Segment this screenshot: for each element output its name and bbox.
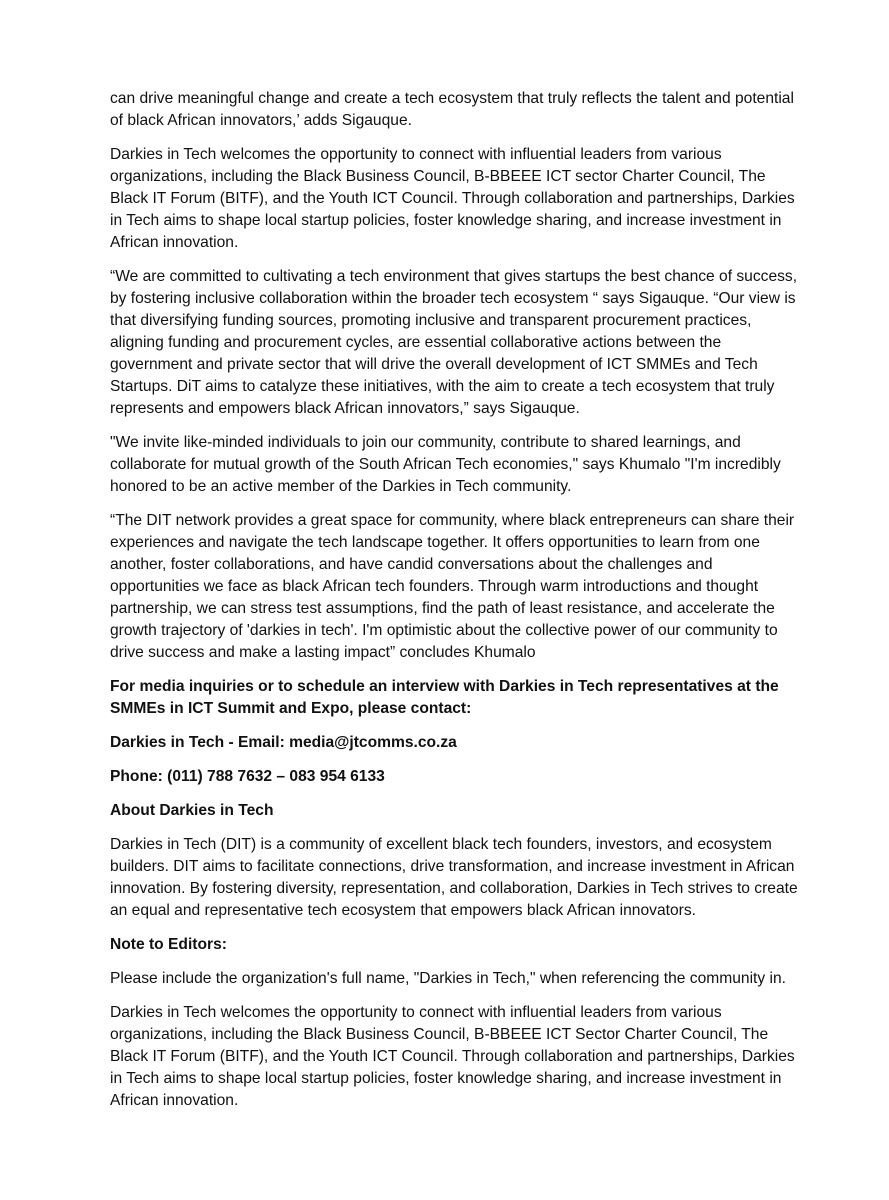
paragraph-sigauque-closing: can drive meaningful change and create a tech ecosystem that truly reflects the talent and potential of black African innovators,’ adds Sigauque. <box>110 90 794 129</box>
paragraph-leaders-connection-repeat: Darkies in Tech welcomes the opportunity to connect with influential leaders from various organizations, including the Black Business Council, B-BBEEE ICT Sector Charter Council, The Black IT Forum (BITF), and the Youth ICT Council. Through collaboration and partnerships, Darkies in Tech aims to shape local startup policies, foster knowledge sharing, and increase investment in African innovation. <box>110 1004 795 1109</box>
paragraph-note: Please include the organization's full name, "Darkies in Tech," when referencing the community in. <box>110 970 786 987</box>
media-inquiries-heading: For media inquiries or to schedule an interview with Darkies in Tech representatives at the SMMEs in ICT Summit and Expo, please contact: <box>110 678 779 717</box>
paragraph-about: Darkies in Tech (DIT) is a community of excellent black tech founders, investors, and ecosystem builders. DIT aims to facilitate connections, drive transformation, and increase investment in African innovation. By fostering diversity, representation, and collaboration, Darkies in Tech strives to create an equal and representative tech ecosystem that empowers black African innovators. <box>110 836 798 919</box>
about-heading: About Darkies in Tech <box>110 802 274 819</box>
note-to-editors-heading: Note to Editors: <box>110 936 227 953</box>
paragraph-khumalo-invite: "We invite like-minded individuals to join our community, contribute to shared learnings, and collaborate for mutual growth of the South African Tech economies," says Khumalo "I'm incredibly honored to be an active member of the Darkies in Tech community. <box>110 434 781 495</box>
contact-phone: Phone: (011) 788 7632 – 083 954 6133 <box>110 768 385 785</box>
contact-email: Darkies in Tech - Email: media@jtcomms.co.za <box>110 734 457 751</box>
document-body <box>110 88 800 1124</box>
paragraph-sigauque-quote: “We are committed to cultivating a tech environment that gives startups the best chance of success, by fostering inclusive collaboration within the broader tech ecosystem “ says Sigauque. “Our view is that diversifying funding sources, promoting inclusive and transparent procurement practices, aligning funding and procurement cycles, are essential collaborative actions between the government and private sector that will drive the overall development of ICT SMMEs and Tech Startups. DiT aims to catalyze these initiatives, with the aim to create a tech ecosystem that truly represents and empowers black African innovators,” says Sigauque. <box>110 268 798 417</box>
paragraph-khumalo-quote: “The DIT network provides a great space for community, where black entrepreneurs can share their experiences and navigate the tech landscape together. It offers opportunities to learn from one another, foster collaborations, and have candid conversations about the challenges and opportunities we face as black African tech founders. Through warm introductions and thought partnership, we can stress test assumptions, find the path of least resistance, and accelerate the growth trajectory of 'darkies in tech'. I'm optimistic about the collective power of our community to drive success and make a lasting impact” concludes Khumalo <box>110 512 795 661</box>
paragraph-leaders-connection: Darkies in Tech welcomes the opportunity to connect with influential leaders from various organizations, including the Black Business Council, B-BBEEE ICT sector Charter Council, The Black IT Forum (BITF), and the Youth ICT Council. Through collaboration and partnerships, Darkies in Tech aims to shape local startup policies, foster knowledge sharing, and increase investment in African innovation. <box>110 146 795 251</box>
